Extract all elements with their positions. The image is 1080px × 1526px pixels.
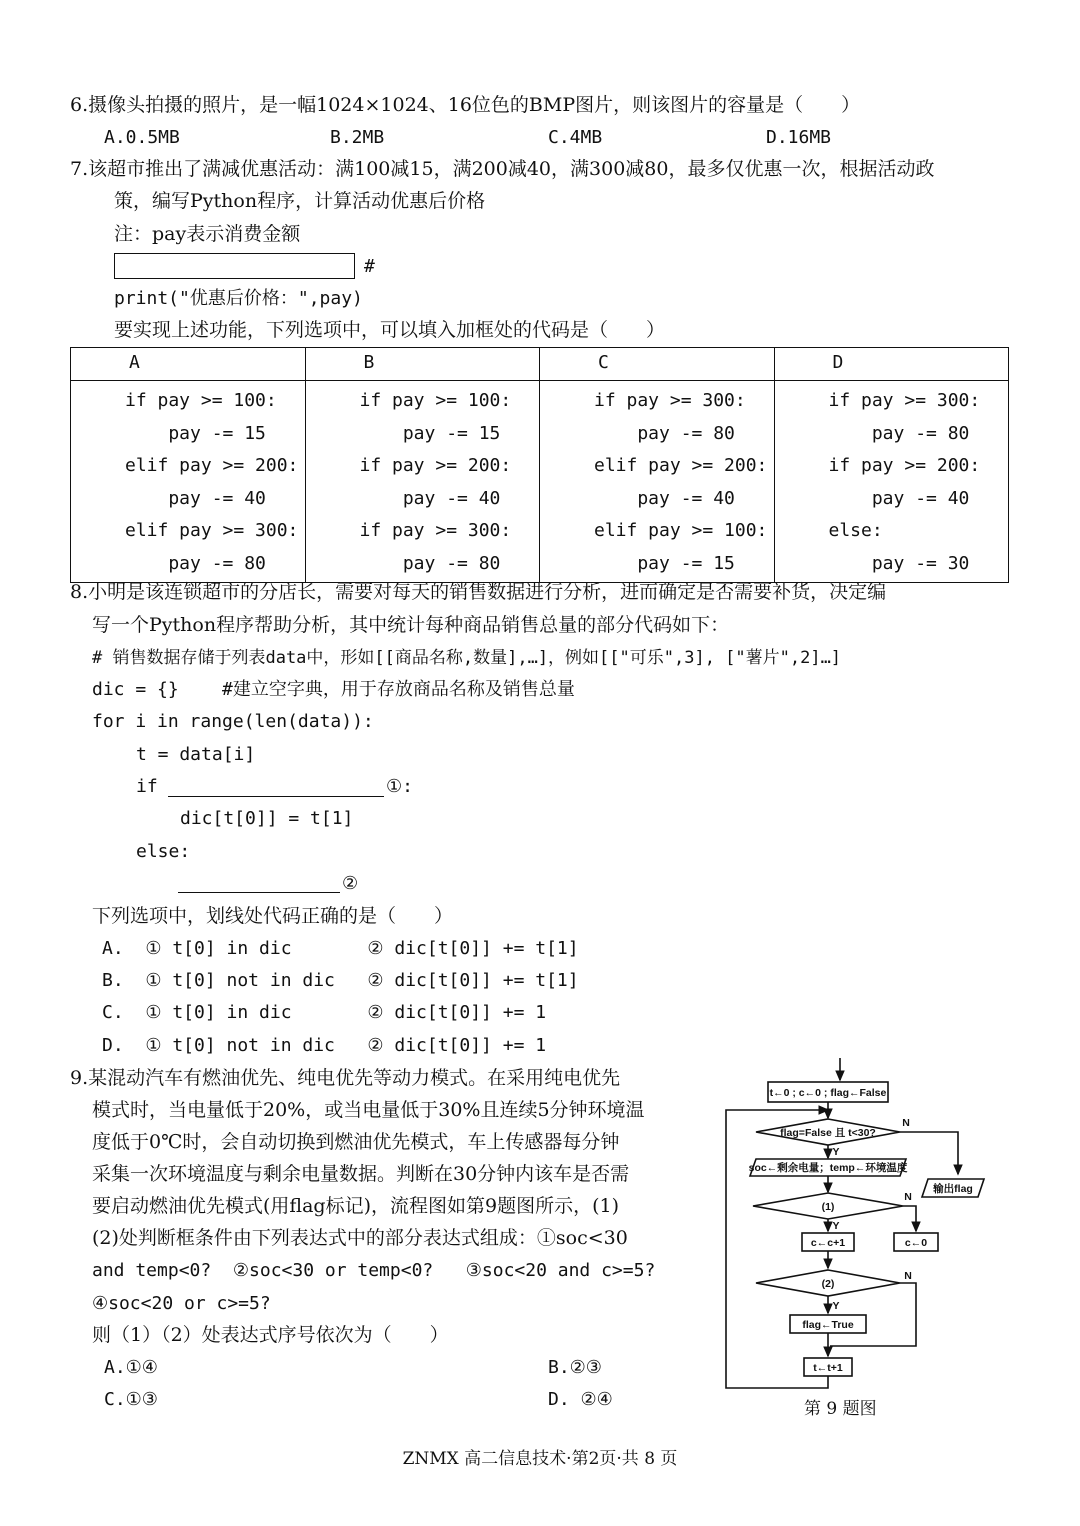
q7-header-d: D <box>774 348 1009 381</box>
flow-output-text: 输出flag <box>933 1183 973 1195</box>
q8-code-dic-assign: dic[t[0]] = t[1] <box>180 808 354 829</box>
q8-blank-2 <box>178 892 340 893</box>
q9-line-4: 采集一次环境温度与剩余电量数据。判断在30分钟内该车是否需 <box>92 1163 630 1185</box>
q8-code-else: else: <box>136 841 191 862</box>
flow-cond1-text: (1) <box>821 1201 835 1213</box>
flow-inc-t-text: t←t+1 <box>813 1362 843 1374</box>
q9-option-b: B.②③ <box>548 1357 602 1378</box>
q9-line-7: and temp<0? ②soc<30 or temp<0? ③soc<20 and c>=5? <box>92 1260 656 1281</box>
flow-inc-c-text: c←c+1 <box>810 1237 846 1249</box>
q7-code-d: if pay >= 300: pay -= 80 if pay >= 200: pay -= 40 else: pay -= 30 <box>774 381 1009 583</box>
q7-code-b: if pay >= 100: pay -= 15 if pay >= 200: pay -= 40 if pay >= 300: pay -= 80 <box>305 381 540 583</box>
q7-code-c: if pay >= 300: pay -= 80 elif pay >= 200: pay -= 40 elif pay >= 100: pay -= 15 <box>540 381 775 583</box>
q7-code-a: if pay >= 100: pay -= 15 elif pay >= 200: pay -= 40 elif pay >= 300: pay -= 80 <box>71 381 306 583</box>
q8-option-d: D. ① t[0] not in dic ② dic[t[0]] += 1 <box>102 1035 547 1056</box>
q7-header-c: C <box>540 348 775 381</box>
flow-set-flag-text: flag←True <box>802 1319 854 1331</box>
q6-stem: 6.摄像头拍摄的照片，是一幅1024×1024、16位色的BMP图片，则该图片的容量是（ ） <box>70 94 861 116</box>
flow-yes-label-1: Y <box>832 1146 840 1158</box>
q9-line-9: 则（1）（2）处表达式序号依次为（ ） <box>92 1324 449 1346</box>
q8-code-comment: # 销售数据存储于列表data中，形如[[商品名称,数量],…]，例如[["可乐",3], ["薯片",2]…] <box>92 648 842 668</box>
q8-option-b: B. ① t[0] not in dic ② dic[t[0]] += t[1] <box>102 970 579 991</box>
q6-option-b: B.2MB <box>330 127 385 148</box>
flow-no-label-3: N <box>904 1270 912 1282</box>
q8-stem-line-1: 8.小明是该连锁超市的分店长，需要对每天的销售数据进行分析，进而确定是否需要补货，决定编 <box>70 581 887 603</box>
flow-no-label-1: N <box>902 1117 910 1129</box>
q8-stem-line-2: 写一个Python程序帮助分析，其中统计每种商品销售总量的部分代码如下： <box>92 614 730 636</box>
flow-no-label-2: N <box>904 1191 912 1203</box>
q8-option-a: A. ① t[0] in dic ② dic[t[0]] += t[1] <box>102 938 579 959</box>
q8-blank-1 <box>168 796 384 797</box>
q8-question: 下列选项中，划线处代码正确的是（ ） <box>92 905 454 927</box>
q9-line-6: (2)处判断框条件由下列表达式中的部分表达式组成：①soc<30 <box>92 1227 628 1249</box>
q7-note: 注：pay表示消费金额 <box>114 223 301 245</box>
q8-option-c: C. ① t[0] in dic ② dic[t[0]] += 1 <box>102 1002 547 1023</box>
q8-code-dic: dic = {} #建立空字典，用于存放商品名称及销售总量 <box>92 679 575 700</box>
q9-line-2: 模式时，当电量低于20%，或当电量低于30%且连续5分钟环境温 <box>92 1099 645 1121</box>
page-footer: ZNMX 高二信息技术·第2页·共 8 页 <box>402 1449 678 1469</box>
flow-yes-label-3: Y <box>832 1300 840 1312</box>
q8-code-assign-t: t = data[i] <box>136 744 256 765</box>
q7-hash: # <box>364 256 375 277</box>
flow-reset-c-text: c←0 <box>904 1237 928 1249</box>
q7-header-b: B <box>305 348 540 381</box>
q6-option-c: C.4MB <box>548 127 603 148</box>
q9-line-5: 要启动燃油优先模式(用flag标记)，流程图如第9题图所示，(1) <box>92 1195 619 1217</box>
q8-code-if: if <box>136 776 158 797</box>
q7-options-table <box>70 347 1009 583</box>
flow-yes-label-2: Y <box>832 1220 840 1232</box>
q7-stem-line-2: 策，编写Python程序，计算活动优惠后价格 <box>114 190 486 212</box>
q8-blank-2-marker: ② <box>342 873 359 894</box>
q9-line-8: ④soc<20 or c>=5? <box>92 1293 271 1314</box>
q6-option-a: A.0.5MB <box>104 127 180 148</box>
q6-option-d: D.16MB <box>766 127 832 148</box>
q9-option-c: C.①③ <box>104 1389 158 1410</box>
flow-loop-text: flag=False 且 t<30? <box>780 1127 876 1139</box>
q7-header-a: A <box>71 348 306 381</box>
flow-cond2-text: (2) <box>821 1278 835 1290</box>
q9-flowchart <box>718 1058 988 1394</box>
flow-assign-text: soc←剩余电量；temp←环境温度 <box>748 1162 908 1174</box>
q8-code-for: for i in range(len(data)): <box>92 711 374 732</box>
q7-stem-line-1: 7.该超市推出了满减优惠活动：满100减15，满200减40，满300减80，最多仅优惠一次，根据活动政 <box>70 158 935 180</box>
q9-option-a: A.①④ <box>104 1357 158 1378</box>
q9-option-d: D. ②④ <box>548 1389 613 1410</box>
q8-blank-1-marker: ①: <box>386 776 413 797</box>
flow-init-text: t←0 ; c←0 ; flag←False <box>769 1087 887 1099</box>
q7-print-line: print("优惠后价格：",pay) <box>114 288 363 309</box>
q9-line-1: 9.某混动汽车有燃油优先、纯电优先等动力模式。在采用纯电优先 <box>70 1067 621 1089</box>
q9-line-3: 度低于0℃时，会自动切换到燃油优先模式，车上传感器每分钟 <box>92 1131 620 1153</box>
q9-figure-caption: 第 9 题图 <box>804 1399 877 1419</box>
q7-question: 要实现上述功能，下列选项中，可以填入加框处的代码是（ ） <box>114 319 666 341</box>
q7-code-blank-box <box>114 253 355 279</box>
